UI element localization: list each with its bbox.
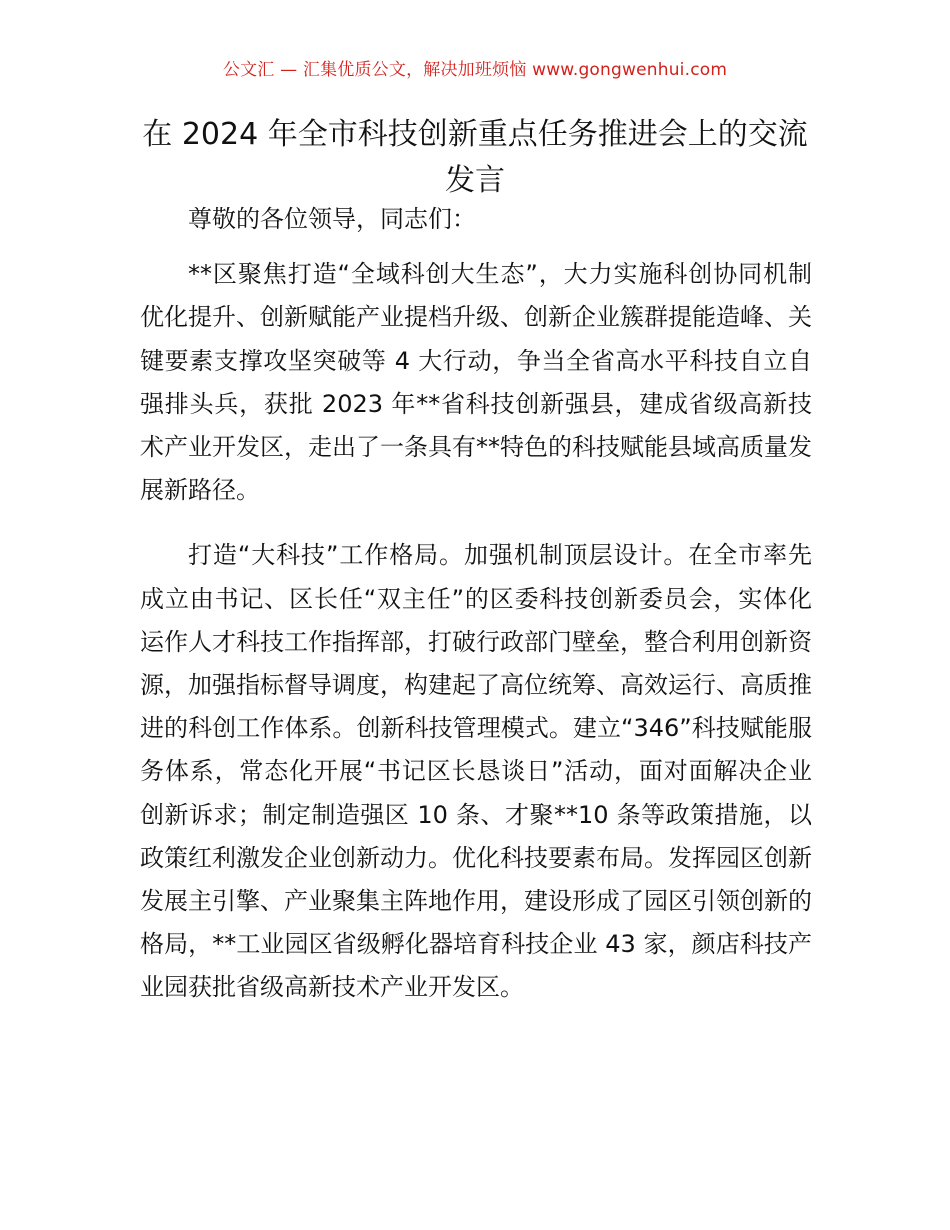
header-banner: 公文汇 — 汇集优质公文，解决加班烦恼 www.gongwenhui.com <box>222 60 728 80</box>
paragraph-intro: **区聚焦打造“全域科创大生态”，大力实施科创协同机制优化提升、创新赋能产业提档升级、创新企业簇群提能造峰、关键要素支撑攻坚突破等 4 大行动，争当全省高水平科技自立自强排头兵，获批 2023 年**省科技创新强县，建成省级高新技术产业开发区，走出了一条具有**特色的科技赋能县域高质量发展新路径。 <box>140 260 812 505</box>
salutation: 尊敬的各位领导，同志们： <box>188 205 476 233</box>
document-body <box>140 198 812 1010</box>
paragraph-work-pattern: 打造“大科技”工作格局。加强机制顶层设计。在全市率先成立由书记、区长任“双主任”的区委科技创新委员会，实体化运作人才科技工作指挥部，打破行政部门壁垒，整合利用创新资源，加强指标督导调度，构建起了高位统筹、高效运行、高质推进的科创工作体系。创新科技管理模式。建立“346”科技赋能服务体系，常态化开展“书记区长恳谈日”活动，面对面解决企业创新诉求；制定制造强区 10 条、才聚**10 条等政策措施，以政策红利激发企业创新动力。优化科技要素布局。发挥园区创新发展主引擎、产业聚集主阵地作用，建设形成了园区引领创新的格局，**工业园区省级孵化器培育科技企业 43 家，颜店科技产业园获批省级高新技术产业开发区。 <box>140 541 812 1002</box>
document-title: 在 2024 年全市科技创新重点任务推进会上的交流发言 <box>142 117 808 198</box>
